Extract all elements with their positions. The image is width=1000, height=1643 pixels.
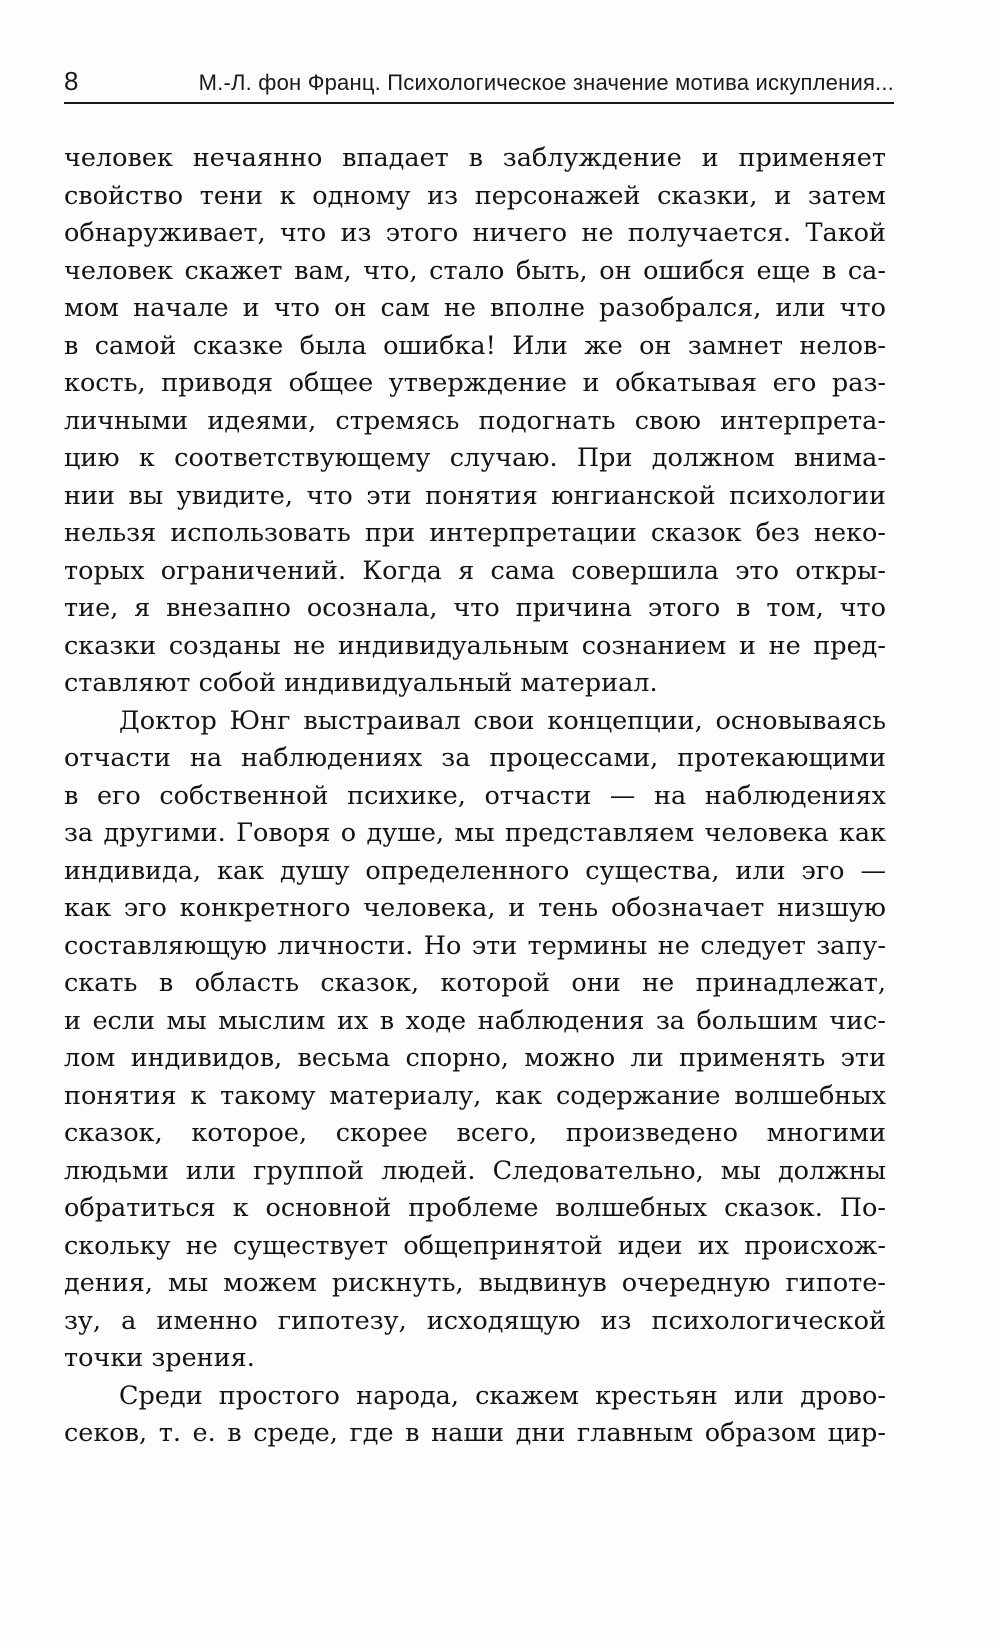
text-line: лом индивидов, весьма спорно, можно ли применять эти bbox=[64, 1043, 886, 1073]
text-line: зу, а именно гипотезу, исходящую из психологической bbox=[64, 1305, 886, 1336]
text-line: индивида, как душу определенного существа, или эго — bbox=[64, 855, 886, 886]
text-line: в самой сказке была ошибка! Или же он замнет нелов- bbox=[64, 330, 886, 361]
text-line: нельзя использовать при интерпретации сказок без неко- bbox=[64, 518, 886, 548]
text-line: понятия к такому материалу, как содержание волшебных bbox=[64, 1080, 886, 1111]
text-line: обратиться к основной проблеме волшебных сказок. По- bbox=[64, 1193, 886, 1223]
text-line: цию к соответствующему случаю. При должном внима- bbox=[64, 443, 886, 473]
text-line: личными идеями, стремясь подогнать свою интерпрета- bbox=[64, 405, 886, 436]
text-line: свойство тени к одному из персонажей сказки, и затем bbox=[64, 180, 886, 211]
text-line: тие, я внезапно осознала, что причина этого в том, что bbox=[64, 593, 886, 623]
running-header bbox=[64, 62, 894, 104]
text-line: как эго конкретного человека, и тень обозначает низшую bbox=[64, 893, 886, 923]
paragraph-2 bbox=[64, 703, 886, 1378]
text-line: дения, мы можем рискнуть, выдвинув очередную гипоте- bbox=[64, 1268, 886, 1298]
text-line: Среди простого народа, скажем крестьян или дрово- bbox=[119, 1380, 886, 1411]
text-line: сказок, которое, скорее всего, произведено многими bbox=[64, 1118, 886, 1148]
text-line: Доктор Юнг выстраивал свои концепции, основываясь bbox=[119, 705, 886, 736]
page-number: 8 bbox=[64, 66, 79, 96]
text-line: сказки созданы не индивидуальным сознанием и не пред- bbox=[64, 630, 886, 661]
text-line: человек нечаянно впадает в заблуждение и применяет bbox=[64, 143, 886, 173]
text-line: скольку не существует общепринятой идеи их происхож- bbox=[64, 1230, 886, 1261]
text-line: секов, т. е. в среде, где в наши дни главным образом цир- bbox=[64, 1418, 886, 1448]
text-line: точки зрения. bbox=[64, 1343, 255, 1373]
text-line: обнаруживает, что из этого ничего не получается. Такой bbox=[64, 218, 886, 248]
text-line: мом начале и что он сам не вполне разобрался, или что bbox=[64, 293, 886, 323]
paragraph-1 bbox=[64, 140, 886, 703]
text-line: людьми или группой людей. Следовательно, мы должны bbox=[64, 1155, 886, 1186]
text-line: отчасти на наблюдениях за процессами, протекающими bbox=[64, 743, 886, 773]
text-line: составляющую личности. Но эти термины не следует запу- bbox=[64, 930, 886, 961]
text-line: в его собственной психике, отчасти — на наблюдениях bbox=[64, 780, 886, 811]
text-line: кость, приводя общее утверждение и обкатывая его раз- bbox=[64, 368, 886, 398]
paragraph-3 bbox=[64, 1378, 886, 1453]
text-line: торых ограничений. Когда я сама совершила это откры- bbox=[64, 555, 886, 586]
text-line: нии вы увидите, что эти понятия юнгианской психологии bbox=[64, 480, 886, 511]
text-line: человек скажет вам, что, стало быть, он ошибся еще в са- bbox=[64, 255, 886, 286]
body-text bbox=[64, 140, 886, 1453]
running-title: М.-Л. фон Франц. Психологическое значение мотива искупления... bbox=[198, 70, 894, 95]
text-line: за другими. Говоря о душе, мы представляем человека как bbox=[64, 818, 886, 848]
text-line: и если мы мыслим их в ходе наблюдения за большим чис- bbox=[64, 1005, 886, 1036]
text-line: скать в область сказок, которой они не принадлежат, bbox=[64, 968, 886, 998]
text-line: ставляют собой индивидуальный материал. bbox=[64, 668, 658, 698]
